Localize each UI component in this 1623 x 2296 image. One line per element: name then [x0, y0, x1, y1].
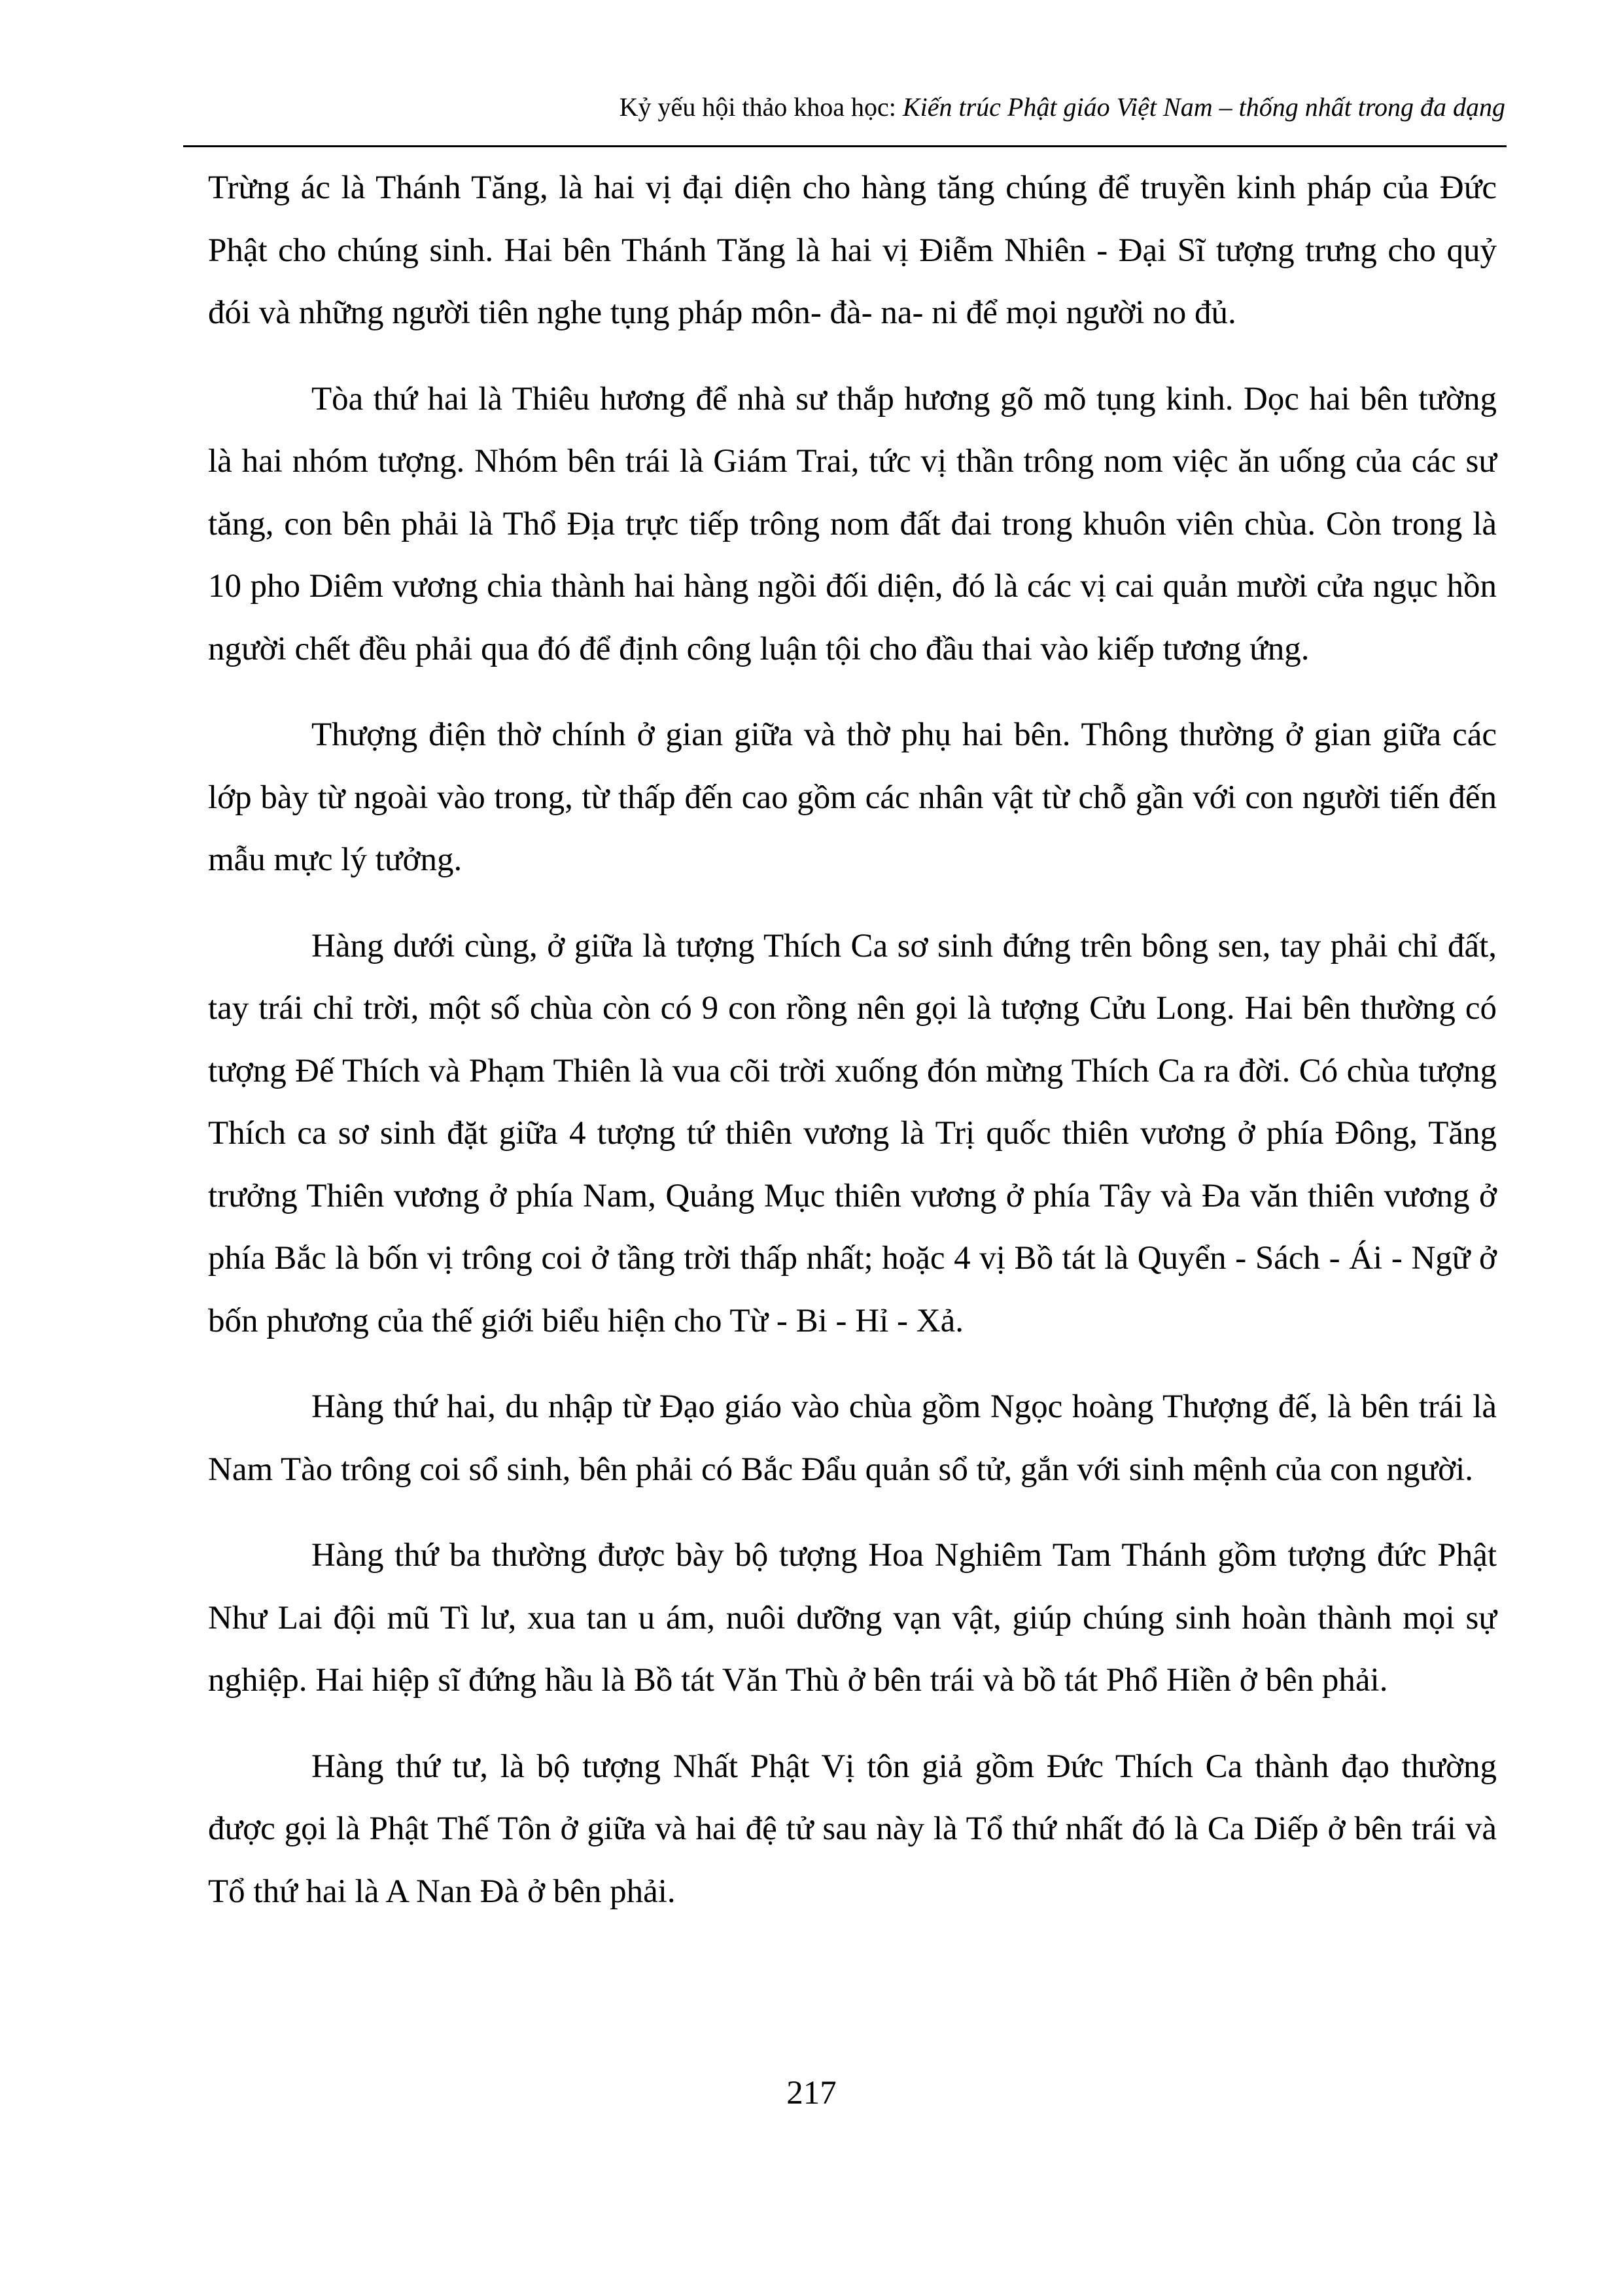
header-divider: [183, 145, 1507, 147]
paragraph-7: Hàng thứ tư, là bộ tượng Nhất Phật Vị tôn giả gồm Đức Thích Ca thành đạo thường được gọi là Phật Thế Tôn ở giữa và hai đệ tử sau này là Tổ thứ nhất đó là Ca Diếp ở bên trái và Tổ thứ hai là A Nan Đà ở bên phải.: [208, 1748, 1497, 1910]
page-number: 217: [786, 2075, 837, 2111]
body-text: [208, 157, 1497, 1947]
paragraph-2: Tòa thứ hai là Thiêu hương để nhà sư thắp hương gõ mõ tụng kinh. Dọc hai bên tường là hai nhóm tượng. Nhóm bên trái là Giám Trai, tức vị thần trông nom việc ăn uống của các sư tăng, con bên phải là Thổ Địa trực tiếp trông nom đất đai trong khuôn viên chùa. Còn trong là 10 pho Diêm vương chia thành hai hàng ngồi đối diện, đó là các vị cai quản mười cửa ngục hồn người chết đều phải qua đó để định công luận tội cho đầu thai vào kiếp tương ứng.: [208, 380, 1497, 667]
paragraph-4: Hàng dưới cùng, ở giữa là tượng Thích Ca sơ sinh đứng trên bông sen, tay phải chỉ đất, tay trái chỉ trời, một số chùa còn có 9 con rồng nên gọi là tượng Cửu Long. Hai bên thường có tượng Đế Thích và Phạm Thiên là vua cõi trời xuống đón mừng Thích Ca ra đời. Có chùa tượng Thích ca sơ sinh đặt giữa 4 tượng tứ thiên vương là Trị quốc thiên vương ở phía Đông, Tăng trưởng Thiên vương ở phía Nam, Quảng Mục thiên vương ở phía Tây và Đa văn thiên vương ở phía Bắc là bốn vị trông coi ở tầng trời thấp nhất; hoặc 4 vị Bồ tát là Quyển - Sách - Ái - Ngữ ở bốn phương của thế giới biểu hiện cho Từ - Bi - Hỉ - Xả.: [208, 927, 1497, 1339]
paragraph-6: Hàng thứ ba thường được bày bộ tượng Hoa Nghiêm Tam Thánh gồm tượng đức Phật Như Lai đội mũ Tì lư, xua tan u ám, nuôi dưỡng vạn vật, giúp chúng sinh hoàn thành mọi sự nghiệp. Hai hiệp sĩ đứng hầu là Bồ tát Văn Thù ở bên trái và bồ tát Phổ Hiền ở bên phải.: [208, 1537, 1497, 1699]
paragraph-5: Hàng thứ hai, du nhập từ Đạo giáo vào chùa gồm Ngọc hoàng Thượng đế, là bên trái là Nam Tào trông coi sổ sinh, bên phải có Bắc Đẩu quản sổ tử, gắn với sinh mệnh của con người.: [208, 1388, 1497, 1488]
paragraph-3: Thượng điện thờ chính ở gian giữa và thờ phụ hai bên. Thông thường ở gian giữa các lớp bày từ ngoài vào trong, từ thấp đến cao gồm các nhân vật từ chỗ gần với con người tiến đến mẫu mực lý tưởng.: [208, 716, 1497, 878]
paragraph-1: Trừng ác là Thánh Tăng, là hai vị đại diện cho hàng tăng chúng để truyền kinh pháp của Đức Phật cho chúng sinh. Hai bên Thánh Tăng là hai vị Điễm Nhiên - Đại Sĩ tượng trưng cho quỷ đói và những người tiên nghe tụng pháp môn- đà- na- ni để mọi người no đủ.: [208, 169, 1497, 331]
header-prefix: Kỷ yếu hội thảo khoa học:: [619, 92, 903, 122]
running-header: [620, 92, 1505, 122]
header-title: Kiến trúc Phật giáo Việt Nam – thống nhất trong đa dạng: [902, 92, 1505, 122]
